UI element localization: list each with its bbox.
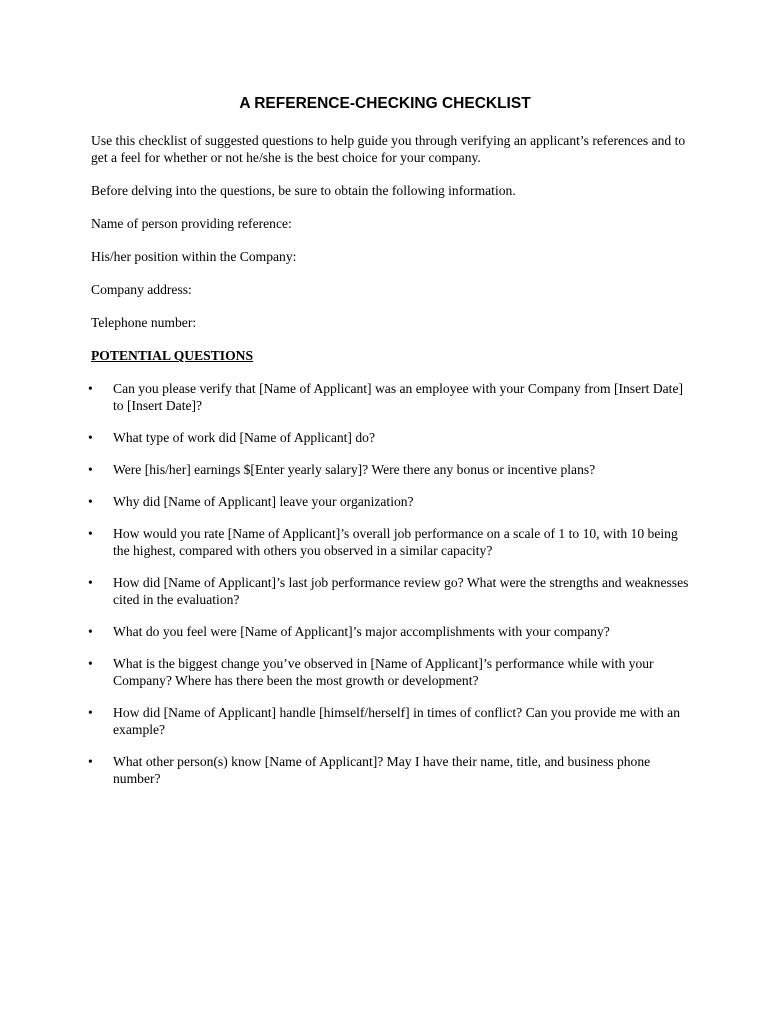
question-text: What type of work did [Name of Applicant] do? [113,430,375,445]
list-item [88,574,691,608]
field-telephone: Telephone number: [91,315,197,330]
question-text: How would you rate [Name of Applicant]’s overall job performance on a scale of 1 to 10, with 10 being the highest, compared with others you observed in a similar capacity? [113,526,678,558]
field-position: His/her position within the Company: [91,249,297,264]
list-item [88,623,691,640]
list-item [88,525,691,559]
section-heading: POTENTIAL QUESTIONS [91,348,254,363]
question-text: Were [his/her] earnings $[Enter yearly salary]? Were there any bonus or incentive plans? [113,462,596,477]
question-text: How did [Name of Applicant] handle [himself/herself] in times of conflict? Can you provide me with an example? [113,705,681,737]
field-company-address: Company address: [91,282,192,297]
bullet-icon: • [88,575,93,590]
list-item [88,493,691,510]
bullet-icon: • [88,494,93,509]
bullet-icon: • [88,754,93,769]
question-text: Why did [Name of Applicant] leave your organization? [113,494,414,509]
bullet-icon: • [88,656,93,671]
question-text: What do you feel were [Name of Applicant]’s major accomplishments with your company? [113,624,610,639]
before-note-paragraph: Before delving into the questions, be sure to obtain the following information. [91,183,516,198]
question-text: How did [Name of Applicant]’s last job performance review go? What were the strengths and weaknesses cited in the evaluation? [113,575,689,607]
list-item [88,429,691,446]
question-text: What is the biggest change you’ve observed in [Name of Applicant]’s performance while with your Company? Where has there been the most growth or development? [113,656,654,688]
list-item [88,704,691,738]
question-text: Can you please verify that [Name of Applicant] was an employee with your Company from [Insert Date] to [Insert Date]? [113,381,684,413]
bullet-icon: • [88,526,93,541]
list-item [88,380,691,414]
bullet-icon: • [88,430,93,445]
bullet-icon: • [88,624,93,639]
field-reference-name: Name of person providing reference: [91,216,292,231]
bullet-icon: • [88,705,93,720]
page-title: A REFERENCE-CHECKING CHECKLIST [239,95,531,112]
question-list [88,380,691,787]
intro-paragraph: Use this checklist of suggested questions to help guide you through verifying an applicant’s references and to get a feel for whether or not he/she is the best choice for your company. [91,133,686,165]
list-item [88,753,691,787]
document-body [88,132,691,802]
bullet-icon: • [88,462,93,477]
bullet-icon: • [88,381,93,396]
list-item [88,655,691,689]
list-item [88,461,691,478]
question-text: What other person(s) know [Name of Applicant]? May I have their name, title, and business phone number? [113,754,651,786]
